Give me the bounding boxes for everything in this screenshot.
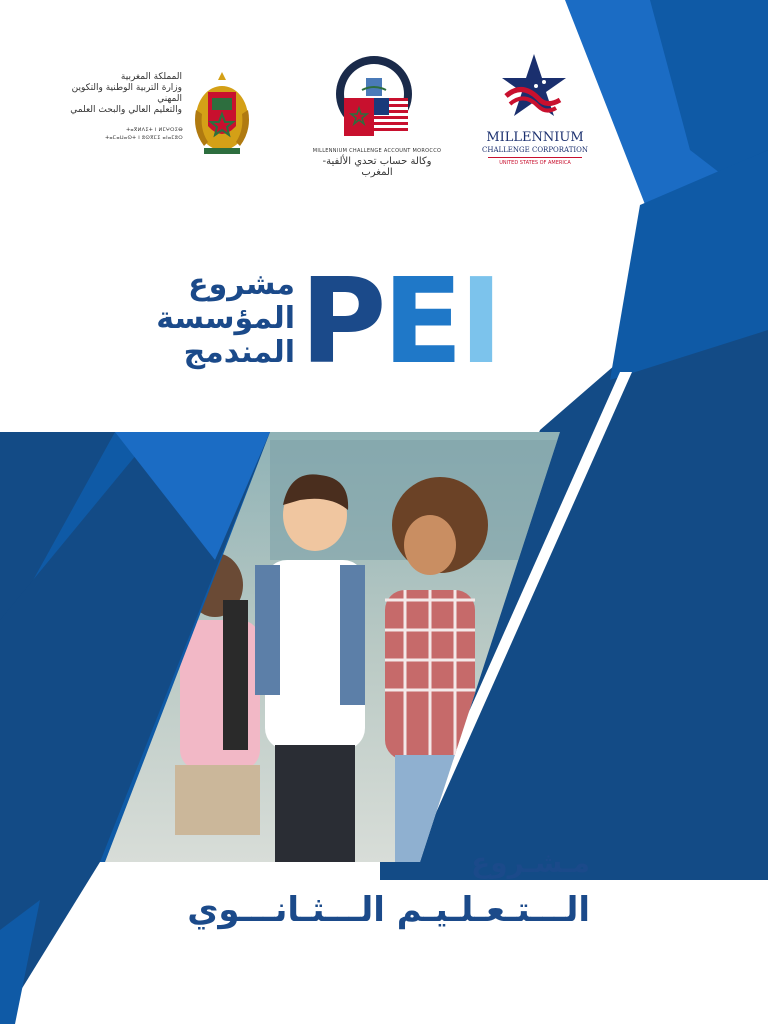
mcc-name-line-3: UNITED STATES OF AMERICA bbox=[499, 160, 571, 166]
pei-letter-e: E bbox=[382, 252, 460, 390]
title-line-2: المؤسسة bbox=[156, 301, 295, 336]
ministry-tifinagh-text bbox=[68, 126, 183, 142]
pei-arabic-title bbox=[156, 267, 295, 370]
title-line-3: المندمج bbox=[183, 335, 295, 370]
subtitle-project-label: مـشـروع bbox=[471, 846, 590, 879]
mca-morocco-latin: MILLENNIUM CHALLENGE ACCOUNT MOROCCO bbox=[312, 148, 442, 154]
pei-letter-i: I bbox=[459, 252, 499, 390]
ministry-arabic-text bbox=[62, 72, 182, 116]
mcc-name-line-1: MILLENNIUM bbox=[486, 130, 584, 145]
mca-morocco-flags-emblem-icon bbox=[334, 50, 414, 142]
ministry-tifinagh-line-1: ⵜⴰⴳⵍⴷⵉⵜ ⵏ ⵍⵎⵖⵔⵉⴱ bbox=[126, 127, 183, 133]
mcc-logo bbox=[480, 52, 590, 182]
ministry-line-3: والتعليم العالي والبحث العلمي bbox=[70, 105, 182, 115]
ministry-logo bbox=[62, 70, 262, 160]
mcc-name-line-2: CHALLENGE CORPORATION bbox=[481, 146, 589, 154]
mca-morocco-arabic: وكالة حساب تحدي الألفية-المغرب bbox=[322, 156, 432, 178]
subtitle-program-name: الـــتـعـلـيـم الـــثـانـــوي bbox=[187, 890, 590, 930]
mcc-star-flag-icon bbox=[502, 52, 566, 126]
moroccan-coat-of-arms-icon bbox=[190, 70, 254, 158]
ministry-tifinagh-line-2: ⵜⴰⵎⴰⵡⴰⵙⵜ ⵏ ⵓⵙⴳⵎⵉ ⴰⵏⴰⵎⵓⵔ bbox=[105, 135, 183, 141]
ministry-line-2: وزارة التربية الوطنية والتكوين المهني bbox=[71, 83, 182, 104]
mca-morocco-logo bbox=[312, 50, 442, 180]
mcc-divider bbox=[488, 157, 582, 158]
pei-letter-p: P bbox=[300, 252, 383, 390]
pei-acronym bbox=[300, 252, 499, 390]
title-line-1: مشروع bbox=[188, 267, 295, 302]
bottom-white-band bbox=[45, 862, 768, 1024]
ministry-line-1: المملكة المغربية bbox=[120, 72, 182, 82]
